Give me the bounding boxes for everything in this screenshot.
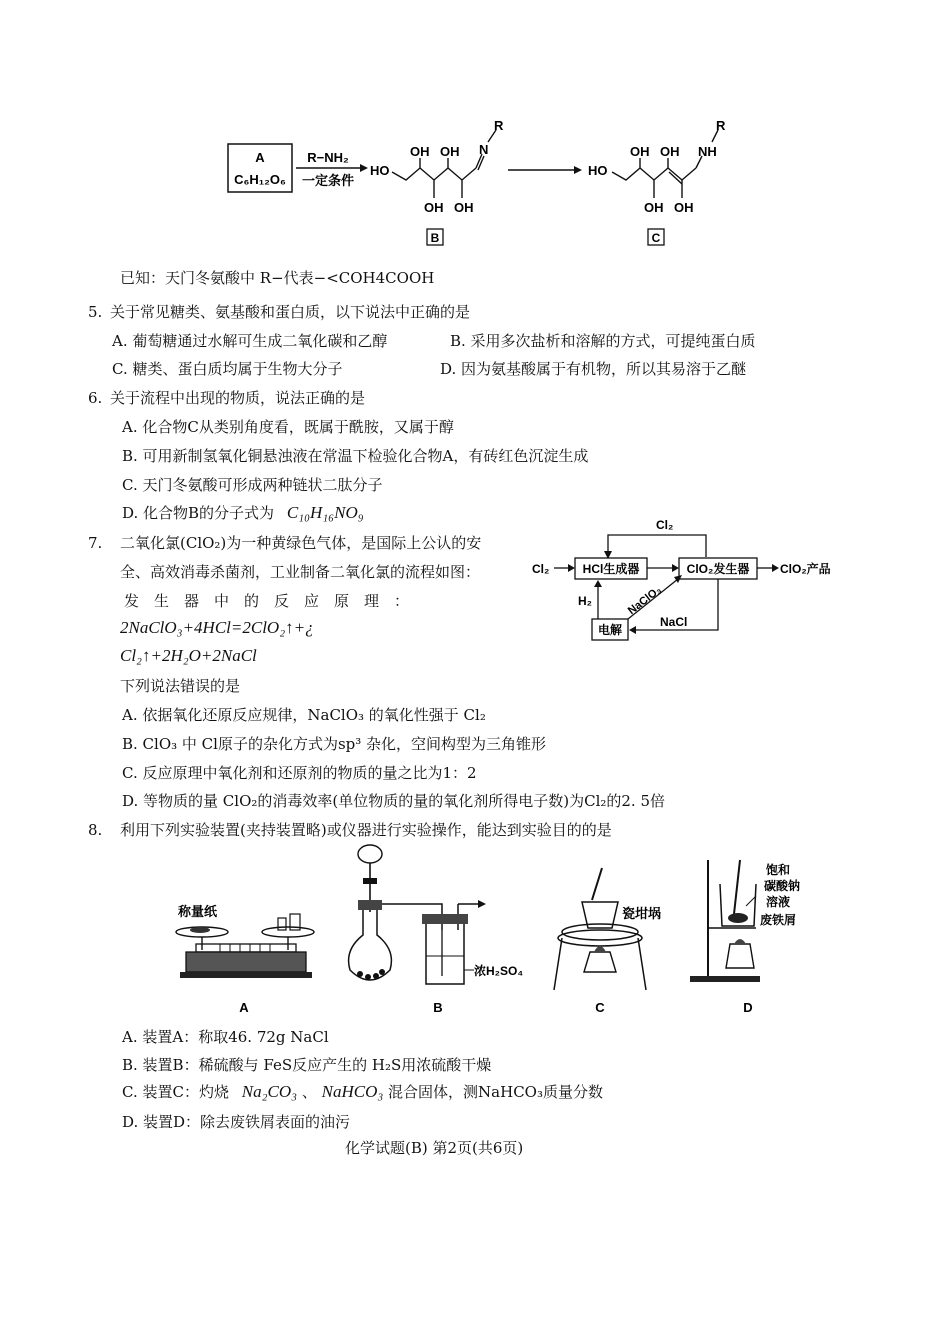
q7-stem-line1: 二氧化氯(ClO₂)为一种黄绿色气体，是国际上公认的安 bbox=[120, 534, 482, 552]
q7-stem-line2: 全、高效消毒杀菌剂，工业制备二氧化氯的流程如图： bbox=[120, 563, 481, 581]
label-iron-scrap: 废铁屑 bbox=[760, 913, 797, 927]
apparatus-a-label: A bbox=[239, 1000, 249, 1015]
b-n: N bbox=[479, 142, 489, 157]
crucible-label: 瓷坩埚 bbox=[622, 906, 662, 921]
c-oh-1: OH bbox=[630, 144, 650, 159]
q8-stem: 利用下列实验装置(夹持装置略)或仪器进行实验操作，能达到实验目的的是 bbox=[120, 821, 612, 839]
q8-option-c-suffix: 混合固体，测NaHCO₃质量分数 bbox=[388, 1083, 603, 1101]
flow-electrolysis: 电解 bbox=[597, 623, 623, 637]
q5-option-a: A. 葡萄糖通过水解可生成二氧化碳和乙醇 bbox=[112, 332, 388, 350]
q7-option-a: A. 依据氧化还原反应规律，NaClO₃ 的氧化性强于 Cl₂ bbox=[122, 706, 486, 724]
q5-number: 5. bbox=[88, 303, 103, 321]
clo2-flow-diagram bbox=[528, 515, 848, 645]
b-oh-3: OH bbox=[424, 200, 444, 215]
q5-option-d: D. 因为氨基酸属于有机物，所以其易溶于乙醚 bbox=[440, 360, 747, 378]
apparatus-b-gas-setup bbox=[349, 845, 524, 1015]
c-ho: HO bbox=[588, 163, 608, 178]
label-c: C bbox=[651, 231, 661, 245]
q7-option-b: B. ClO₃ 中 Cl原子的杂化方式为sp³ 杂化，空间构型为三角锥形 bbox=[122, 735, 547, 753]
flow-h2: H₂ bbox=[578, 594, 592, 608]
conc-h2so4-label: 浓H₂SO₄ bbox=[474, 964, 524, 978]
box-a-formula: C₆H₁₂O₆ bbox=[234, 172, 286, 187]
c-nh: NH bbox=[698, 144, 717, 159]
c-oh-3: OH bbox=[644, 200, 664, 215]
q8-number: 8. bbox=[88, 821, 103, 839]
c-r: R bbox=[716, 118, 726, 133]
flow-nacl: NaCl bbox=[660, 615, 688, 629]
q7-option-d: D. 等物质的量 ClO₂的消毒效率(单位物质的量的氧化剂所得电子数)为Cl₂的2. 5倍 bbox=[122, 792, 665, 810]
q8-option-c-formula-2: NaHCO₃ bbox=[321, 1082, 384, 1101]
apparatus-a-balance bbox=[176, 904, 314, 1015]
c-oh-2: OH bbox=[660, 144, 680, 159]
q7-number: 7. bbox=[88, 534, 103, 552]
label-solution: 溶液 bbox=[766, 895, 791, 909]
q7-equation-line1: 2NaClO₃+4HCl=2ClO₂↑+¿ bbox=[120, 618, 314, 637]
flow-cl2-top: Cl₂ bbox=[656, 518, 674, 532]
weigh-paper-label: 称量纸 bbox=[178, 904, 218, 919]
q6-option-c: C. 天门冬氨酸可形成两种链状二肽分子 bbox=[122, 476, 383, 494]
page-footer: 化学试题(B) 第2页(共6页) bbox=[345, 1139, 524, 1157]
q7-equation-line2: Cl₂↑+2H₂O+2NaCl bbox=[120, 646, 257, 665]
flow-clo2-box: ClO₂发生器 bbox=[686, 562, 750, 576]
q6-option-d-formula: C₁₀H₁₆NO₉ bbox=[286, 503, 364, 522]
q8-option-c-separator: 、 bbox=[301, 1083, 317, 1101]
apparatus-d-label: D bbox=[743, 1000, 753, 1015]
q6-option-b: B. 可用新制氢氧化铜悬浊液在常温下检验化合物A，有砖红色沉淀生成 bbox=[122, 447, 589, 465]
apparatus-c-crucible bbox=[554, 868, 661, 1015]
q5-option-b: B. 采用多次盐析和溶解的方式，可提纯蛋白质 bbox=[450, 332, 756, 350]
reagent-bottom: 一定条件 bbox=[301, 173, 355, 188]
q8-option-a: A. 装置A：称取46. 72g NaCl bbox=[122, 1028, 329, 1046]
apparatus-c-label: C bbox=[595, 1000, 605, 1015]
b-ho: HO bbox=[370, 163, 390, 178]
q6-option-a: A. 化合物C从类别角度看，既属于酰胺，又属于醇 bbox=[122, 418, 454, 436]
q7-option-c: C. 反应原理中氧化剂和还原剂的物质的量之比为1：2 bbox=[122, 764, 477, 782]
apparatus-b-label: B bbox=[433, 1000, 443, 1015]
flow-naclo3: NaClO₃ bbox=[625, 583, 664, 618]
reaction-scheme bbox=[220, 112, 740, 252]
b-r: R bbox=[494, 118, 504, 133]
q8-option-b: B. 装置B：稀硫酸与 FeS反应产生的 H₂S用浓硫酸干燥 bbox=[122, 1056, 492, 1074]
q6-stem: 关于流程中出现的物质，说法正确的是 bbox=[110, 389, 366, 407]
q6-option-d-text: D. 化合物B的分子式为 bbox=[122, 504, 275, 522]
label-na2co3: 碳酸钠 bbox=[764, 879, 801, 893]
q7-stem-line3: 发 生 器 中 的 反 应 原 理 ： bbox=[124, 592, 410, 610]
q8-option-c-formula-1: Na₂CO₃ bbox=[241, 1082, 298, 1101]
q6-option-d bbox=[122, 503, 364, 523]
q5-option-c: C. 糖类、蛋白质均属于生物大分子 bbox=[112, 360, 343, 378]
flow-cl2-in: Cl₂ bbox=[532, 562, 550, 576]
reagent-top: R−NH₂ bbox=[307, 150, 349, 165]
q8-option-c bbox=[122, 1082, 603, 1102]
b-oh-2: OH bbox=[440, 144, 460, 159]
flow-hcl-box: HCl生成器 bbox=[582, 562, 640, 576]
label-saturated: 饱和 bbox=[766, 863, 791, 877]
b-oh-1: OH bbox=[410, 144, 430, 159]
label-b: B bbox=[430, 231, 440, 245]
q7-prompt: 下列说法错误的是 bbox=[120, 677, 241, 695]
q8-option-d: D. 装置D：除去废铁屑表面的油污 bbox=[122, 1113, 351, 1131]
flow-product: ClO₂产品 bbox=[780, 562, 831, 576]
known-note: 已知：天门冬氨酸中 R−代表−<COH4COOH bbox=[120, 269, 435, 287]
q6-number: 6. bbox=[88, 389, 103, 407]
q8-option-c-prefix: C. 装置C：灼烧 bbox=[122, 1083, 229, 1101]
apparatus-d-beaker bbox=[690, 860, 800, 1015]
box-a-label: A bbox=[255, 150, 265, 165]
q5-stem: 关于常见糖类、氨基酸和蛋白质，以下说法中正确的是 bbox=[110, 303, 471, 321]
b-oh-4: OH bbox=[454, 200, 474, 215]
c-oh-4: OH bbox=[674, 200, 694, 215]
lab-apparatus-figure bbox=[160, 840, 820, 1020]
